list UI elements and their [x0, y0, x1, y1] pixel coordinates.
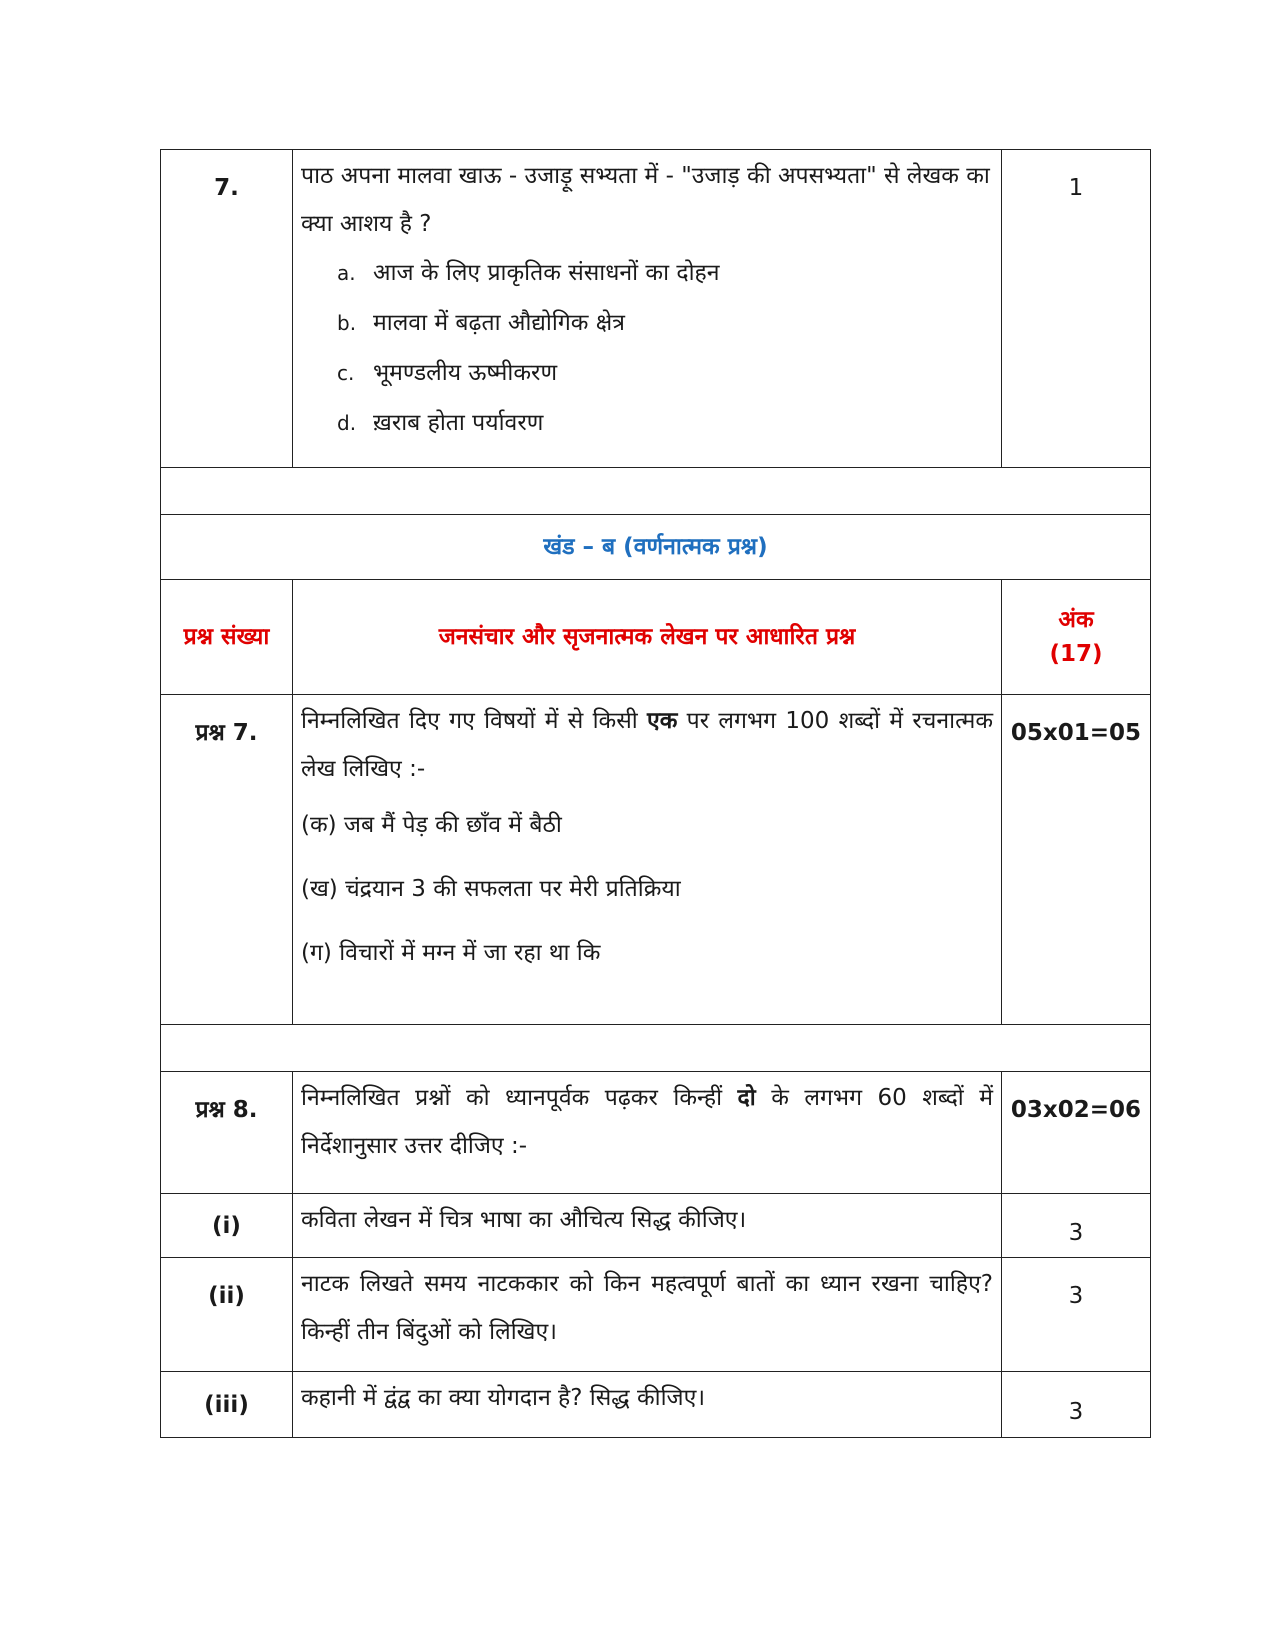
question-marks: 1 [1002, 150, 1151, 468]
question-text-cell [293, 695, 1002, 1025]
option-a [301, 248, 993, 298]
sub-question-row [161, 1372, 1151, 1438]
question-number: प्रश्न 7. [161, 695, 293, 1025]
section-title: खंड – ब (वर्णनात्मक प्रश्न) [161, 515, 1151, 580]
prashn-7-row [161, 695, 1151, 1025]
question-text-emphasis: दो [737, 1085, 756, 1111]
header-question-number: प्रश्न संख्या [161, 580, 293, 695]
question-text-part: के लगभग 60 शब्दों में निर्देशानुसार उत्तर दीजिए :- [301, 1085, 993, 1159]
option-text: मालवा में बढ़ता औद्योगिक क्षेत्र [373, 310, 625, 336]
option-text: ख़राब होता पर्यावरण [373, 410, 544, 436]
option-c [301, 348, 993, 398]
sub-question-number: (i) [161, 1194, 293, 1258]
option-label: a. [337, 261, 356, 285]
question-text: पाठ अपना मालवा खाऊ - उजाड़ू सभ्यता में - "उजाड़ की अपसभ्यता" से लेखक का क्या आशय है ? [301, 163, 990, 237]
sub-question-marks: 3 [1002, 1372, 1151, 1438]
spacer-row [161, 1025, 1151, 1072]
question-text-part: पर लगभग 100 शब्दों में रचनात्मक लेख लिखिए :- [301, 708, 993, 782]
question-text [301, 1074, 993, 1170]
header-question-topic: जनसंचार और सृजनात्मक लेखन पर आधारित प्रश्न [293, 580, 1002, 695]
option-label: d. [337, 411, 357, 435]
option-label: b. [337, 311, 357, 335]
sub-question-row [161, 1194, 1151, 1258]
header-marks-label: अंक [1058, 607, 1094, 633]
sub-question-text: कहानी में द्वंद्व का क्या योगदान है? सिद्ध कीजिए। [293, 1372, 1002, 1438]
topic-item: (ग) विचारों में मग्न में जा रहा था कि [301, 940, 601, 966]
table-header-row [161, 580, 1151, 695]
section-title-row [161, 515, 1151, 580]
question-number: 7. [161, 150, 293, 468]
spacer-row [161, 468, 1151, 515]
question-text-cell [293, 150, 1002, 468]
header-marks-total: (17) [1049, 641, 1103, 667]
spacer-cell [161, 1025, 1151, 1072]
topic-item: (क) जब मैं पेड़ की छाँव में बैठी [301, 812, 562, 838]
question-text-emphasis: एक [647, 708, 678, 734]
spacer-cell [161, 468, 1151, 515]
option-text: भूमण्डलीय ऊष्मीकरण [373, 360, 558, 386]
question-text-part: निम्नलिखित दिए गए विषयों में से किसी [301, 708, 647, 734]
question-text [301, 697, 993, 793]
question-text-part: निम्नलिखित प्रश्नों को ध्यानपूर्वक पढ़कर किन्हीं [301, 1085, 738, 1111]
question-marks: 03x02=06 [1002, 1072, 1151, 1194]
option-text: आज के लिए प्राकृतिक संसाधनों का दोहन [373, 260, 720, 286]
option-label: c. [337, 361, 355, 385]
question-7-row [161, 150, 1151, 468]
sub-question-marks: 3 [1002, 1258, 1151, 1372]
sub-question-marks: 3 [1002, 1194, 1151, 1258]
sub-question-text: नाटक लिखते समय नाटककार को किन महत्वपूर्ण बातों का ध्यान रखना चाहिए? किन्हीं तीन बिंदुओं को लिखिए। [293, 1258, 1002, 1372]
question-marks: 05x01=05 [1002, 695, 1151, 1025]
header-marks [1002, 580, 1151, 695]
sub-question-row [161, 1258, 1151, 1372]
prashn-8-row [161, 1072, 1151, 1194]
option-b [301, 298, 993, 348]
sub-question-number: (ii) [161, 1258, 293, 1372]
sub-question-text: कविता लेखन में चित्र भाषा का औचित्य सिद्ध कीजिए। [293, 1194, 1002, 1258]
sub-question-number: (iii) [161, 1372, 293, 1438]
question-text-cell [293, 1072, 1002, 1194]
topic-item: (ख) चंद्रयान 3 की सफलता पर मेरी प्रतिक्रिया [301, 876, 681, 902]
option-d [301, 398, 993, 448]
question-number: प्रश्न 8. [161, 1072, 293, 1194]
question-table [160, 149, 1151, 1438]
